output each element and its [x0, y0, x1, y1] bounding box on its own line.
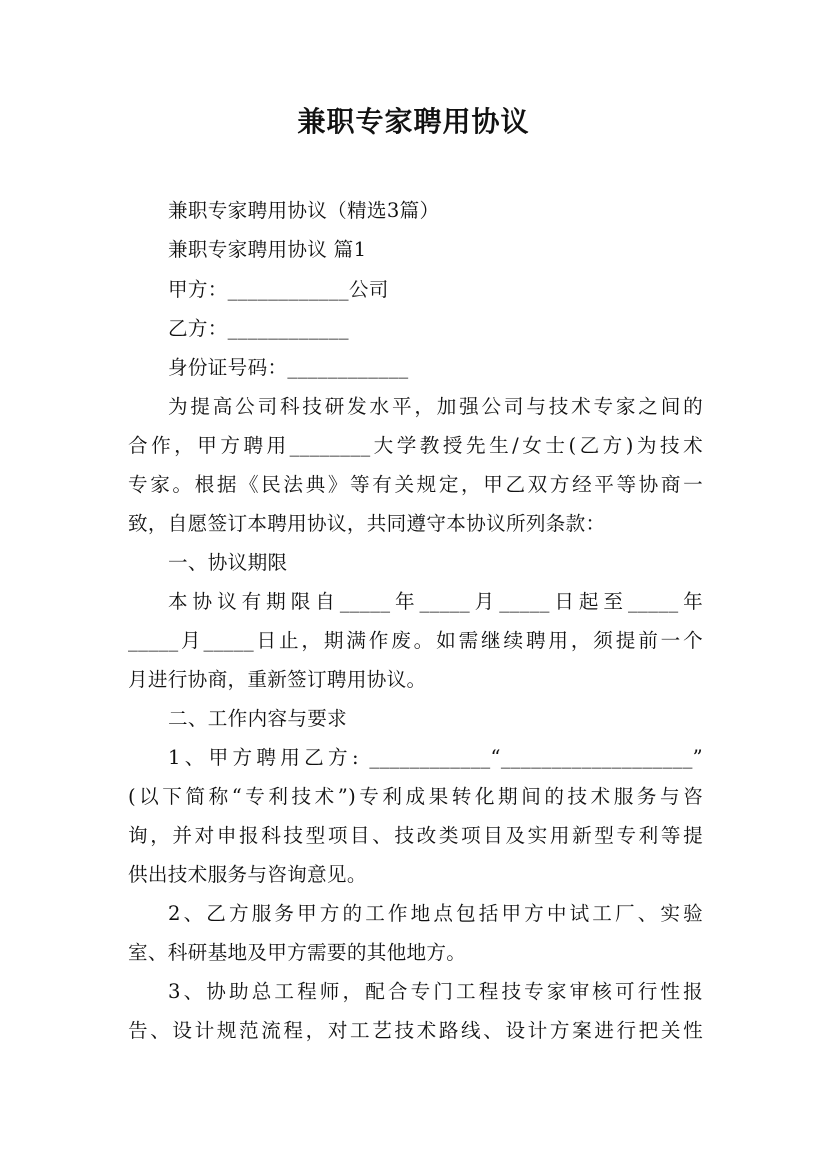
section-heading-work: 二、工作内容与要求	[168, 707, 348, 730]
paragraph-line: 3、协助总工程师，配合专门工程技专家审核可行性报	[168, 980, 703, 1003]
paragraph-line: 专家。根据《民法典》等有关规定，甲乙双方经平等协商一	[128, 473, 703, 496]
paragraph-line: _____月_____日止，期满作废。如需继续聘用，须提前一个	[128, 629, 703, 652]
subtitle-collection: 兼职专家聘用协议（精选3篇）	[168, 199, 440, 222]
document-title: 兼职专家聘用协议	[297, 105, 530, 138]
subtitle-part-1: 兼职专家聘用协议 篇1	[168, 238, 367, 261]
paragraph-line: 1、甲方聘用乙方: ____________“___________________”	[168, 746, 703, 769]
paragraph-line: 告、设计规范流程，对工艺技术路线、设计方案进行把关性	[128, 1019, 703, 1042]
paragraph-line: 为提高公司科技研发水平，加强公司与技术专家之间的	[168, 395, 703, 418]
party-a-line: 甲方：____________公司	[168, 278, 389, 301]
paragraph-line: 本协议有期限自_____年_____月_____日起至_____年	[168, 590, 703, 613]
paragraph-line: 询，并对申报科技型项目、技改类项目及实用新型专利等提	[128, 824, 703, 847]
paragraph-line: 合作，甲方聘用________大学教授先生/女士(乙方)为技术	[128, 434, 703, 457]
paragraph-line: 月进行协商，重新签订聘用协议。	[128, 668, 427, 691]
section-heading-term: 一、协议期限	[168, 551, 288, 574]
party-b-line: 乙方：____________	[168, 317, 349, 340]
paragraph-line: (以下简称“专利技术”)专利成果转化期间的技术服务与咨	[128, 785, 703, 808]
paragraph-line: 致，自愿签订本聘用协议，共同遵守本协议所列条款：	[128, 512, 606, 535]
paragraph-line: 2、乙方服务甲方的工作地点包括甲方中试工厂、实验	[168, 902, 703, 925]
paragraph-line: 供出技术服务与咨询意见。	[128, 863, 367, 886]
id-number-line: 身份证号码：____________	[168, 356, 409, 379]
paragraph-line: 室、科研基地及甲方需要的其他地方。	[128, 941, 467, 964]
